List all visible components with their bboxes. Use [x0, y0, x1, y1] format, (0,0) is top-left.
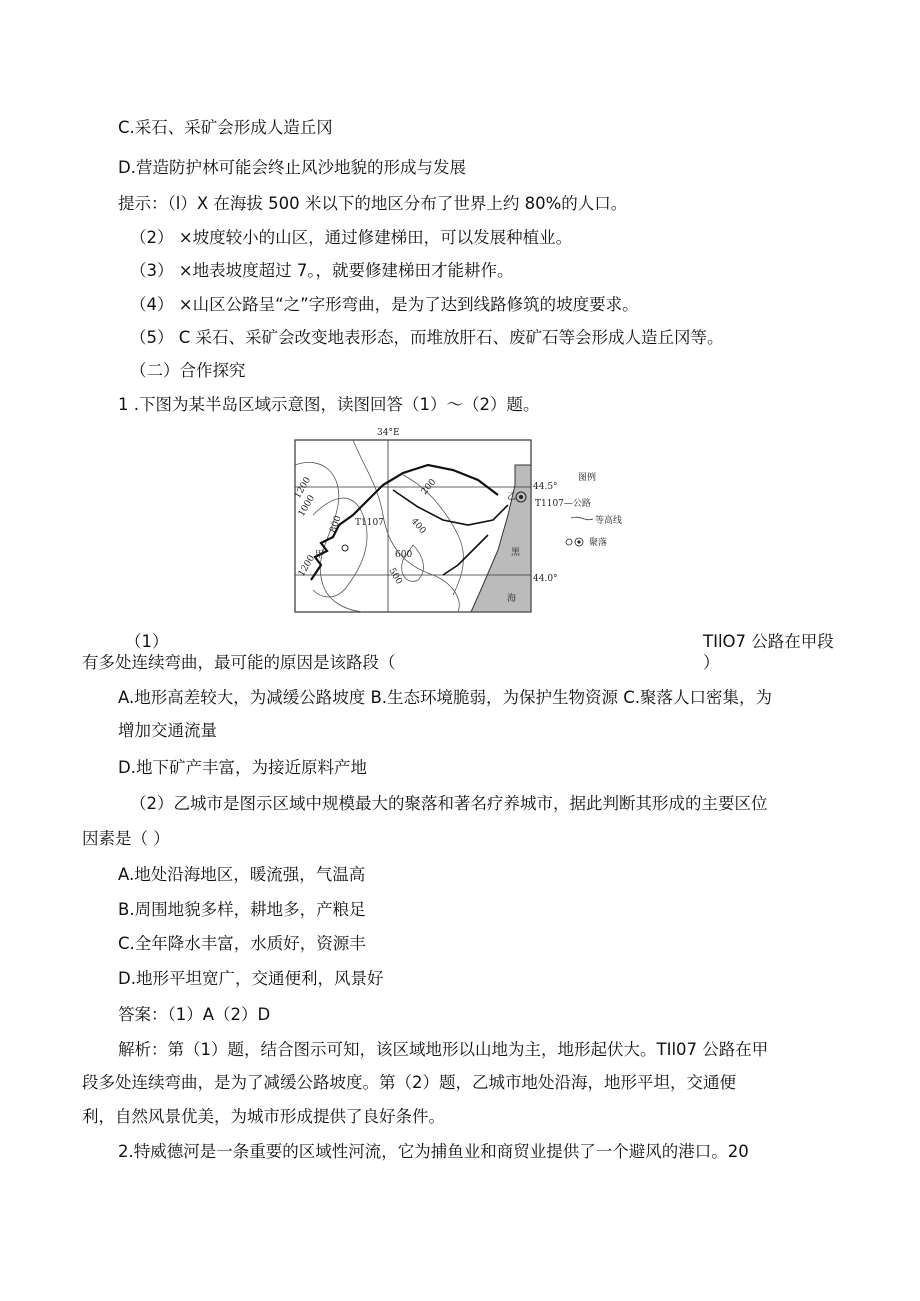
longitude-label: 34°E: [377, 428, 400, 438]
explanation-line-3: 利，自然风景优美，为城市形成提供了良好条件。: [82, 1107, 445, 1126]
contour-label: 200: [419, 477, 439, 497]
contour-label: 500: [386, 566, 404, 587]
q2-option-b: B.周围地貌多样，耕地多，产粮足: [118, 900, 366, 919]
place-yi-label: 乙: [507, 492, 517, 502]
section-heading: （二）合作探究: [130, 361, 246, 380]
q2-option-d: D.地形平坦宽广，交通便利，风景好: [118, 969, 384, 988]
q1-options-line-2: 增加交通流量: [118, 721, 217, 740]
contour-label: 1200: [293, 475, 314, 501]
legend-road-label: T1107—公路: [535, 499, 591, 509]
q1-stem-line-2: 有多处连续弯曲，最可能的原因是该路段（: [82, 653, 396, 672]
q2-option-a: A.地处沿海地区，暖流强，气温高: [118, 865, 366, 884]
contour-label: 1000: [296, 493, 318, 519]
q1-number: （1）: [125, 632, 169, 651]
legend-settlement-label: 聚落: [589, 538, 608, 548]
road-label: T1107: [355, 518, 384, 528]
option-c-line: C.采石、采矿会形成人造丘冈: [118, 118, 333, 137]
hint-line-5: （5） C 采石、采矿会改变地表形态，而堆放肝石、废矿石等会形成人造丘冈等。: [130, 328, 724, 347]
question-2-stem: 2.特威德河是一条重要的区域性河流，它为捕鱼业和商贸业提供了一个避风的港口。20: [118, 1142, 749, 1161]
latitude-label-top: 44.5°: [533, 482, 558, 492]
map-legend: [533, 470, 643, 560]
sea-label-2: 海: [507, 594, 517, 604]
settlement-icon: [566, 539, 572, 545]
q1-options-line-1: A.地形高差较大，为减缓公路坡度 B.生态环境脆弱，为保护生物资源 C.聚落人口密集，为: [118, 688, 773, 707]
explanation-line-1: 解析：第（1）题，结合图示可知，该区域地形以山地为主，地形起伏大。TIl07 公路在甲: [118, 1040, 769, 1059]
answer-line: 答案：（1）A（2）D: [118, 1005, 271, 1024]
sea-label-1: 黑: [511, 548, 521, 558]
hint-line-2: （2） ×坡度较小的山区，通过修建梯田，可以发展种植业。: [130, 228, 573, 247]
q1-bracket-close: ）: [703, 653, 720, 672]
explanation-line-2: 段多处连续弯曲，是为了减缓公路坡度。第（2）题，乙城市地处沿海，地形平坦，交通便: [82, 1073, 736, 1092]
q2-option-c: C.全年降水丰富，水质好，资源丰: [118, 934, 366, 953]
legend-title: 图例: [578, 473, 597, 483]
legend-contour-label: 等高线: [595, 516, 623, 526]
place-jia-label: 甲: [315, 550, 325, 560]
hint-line-3: （3） ×地表坡度超过 7。，就要修建梯田才能耕作。: [130, 261, 514, 280]
contour-label: 400: [408, 516, 428, 537]
contour-label: 1200: [296, 553, 318, 579]
hint-line-1: 提示：（l）X 在海拔 500 米以下的地区分布了世界上约 80%的人口。: [118, 194, 628, 213]
contour-label: 800: [328, 514, 344, 535]
q1-option-d: D.地下矿产丰富，为接近原料产地: [118, 758, 367, 777]
q2-stem-line-1: （2）乙城市是图示区域中规模最大的聚落和著名疗养城市，据此判断其形成的主要区位: [130, 794, 768, 813]
q2-stem-line-2: 因素是（ ）: [82, 829, 170, 848]
option-d-line: D.营造防护林可能会终止风沙地貌的形成与发展: [118, 158, 466, 177]
hint-line-4: （4） ×山区公路呈“之”字形弯曲，是为了达到线路修筑的坡度要求。: [130, 295, 639, 314]
contour-label: 600: [395, 550, 413, 560]
question-1-stem: 1 .下图为某半岛区域示意图，读图回答（1）～（2）题。: [118, 395, 540, 414]
q1-stem-end: TIlO7 公路在甲段: [703, 632, 834, 651]
latitude-label-bottom: 44.0°: [533, 574, 558, 584]
